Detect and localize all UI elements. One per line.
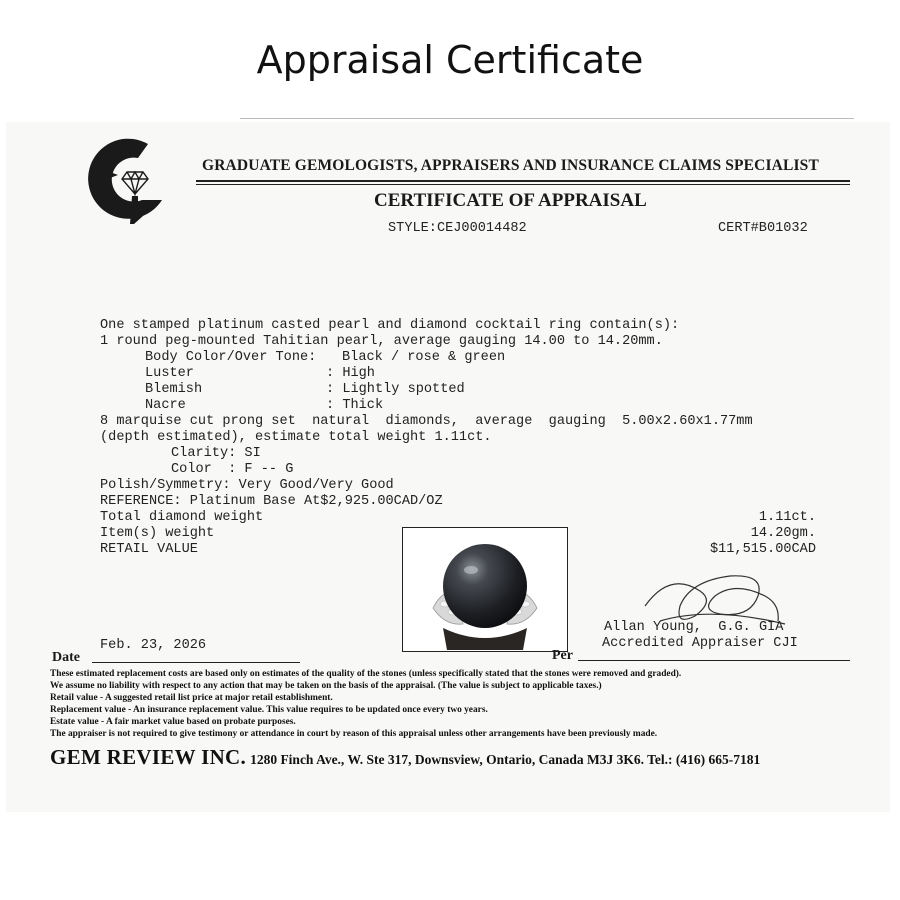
company-footer [50, 745, 760, 770]
appraiser-title: Accredited Appraiser CJI [602, 636, 798, 651]
fine-print-line: Replacement value - An insurance replacement value. This value requires to be updated once every two years. [50, 705, 488, 715]
pearl-detail-value: : High [326, 366, 375, 381]
certificate-title: CERTIFICATE OF APPRAISAL [374, 190, 647, 211]
summary-label: Item(s) weight [100, 526, 215, 541]
fine-print-line: Retail value - A suggested retail list price at major retail establishment. [50, 693, 333, 703]
reference-price: REFERENCE: Platinum Base At$2,925.00CAD/OZ [100, 494, 443, 509]
header-rule-thin [196, 184, 850, 185]
signature-scribble [640, 566, 790, 628]
fine-print-line: We assume no liability with respect to any action that may be taken on the basis of the appraisal. (The value is subject to applicable taxes.) [50, 681, 602, 691]
footer-company-name: GEM REVIEW INC. [50, 745, 247, 769]
pearl-detail-label: Nacre [145, 398, 186, 413]
retail-value: $11,515.00CAD [709, 542, 816, 557]
clarity: Clarity: SI [171, 446, 261, 461]
style-number: STYLE:CEJ00014482 [388, 221, 527, 236]
description-line-1: One stamped platinum casted pearl and diamond cocktail ring contain(s): [100, 318, 680, 333]
pearl-detail-value: : Thick [326, 398, 384, 413]
summary-value: 14.20gm. [750, 526, 816, 541]
gem-logo-icon [78, 132, 178, 232]
summary-value: 1.11ct. [758, 510, 816, 525]
date-underline [92, 662, 300, 663]
ring-photo [402, 527, 568, 652]
fine-print-line: Estate value - A fair market value based on probate purposes. [50, 717, 296, 727]
fine-print-line: These estimated replacement costs are based only on estimates of the quality of the stones (unless specifically stated that the stones were removed and graded). [50, 669, 682, 679]
color-grade: Color : F -- G [171, 462, 294, 477]
date-label: Date [52, 650, 80, 665]
diamond-line-1: 8 marquise cut prong set natural diamonds, average gauging 5.00x2.60x1.77mm [100, 414, 753, 429]
appraiser-name: Allan Young, G.G. GIA [604, 620, 784, 635]
description-line-2: 1 round peg-mounted Tahitian pearl, average gauging 14.00 to 14.20mm. [100, 334, 663, 349]
footer-address: 1280 Finch Ave., W. Ste 317, Downsview, Ontario, Canada M3J 3K6. Tel.: (416) 665-7181 [250, 752, 761, 767]
diamond-line-2: (depth estimated), estimate total weight 1.11ct. [100, 430, 492, 445]
polish-symmetry: Polish/Symmetry: Very Good/Very Good [100, 478, 394, 493]
pearl-detail-label: Body Color/Over Tone: [145, 350, 317, 365]
pearl-detail-label: Luster [145, 366, 194, 381]
pearl-detail-label: Blemish [145, 382, 203, 397]
date-value: Feb. 23, 2026 [100, 638, 207, 653]
pearl-detail-value: : Lightly spotted [326, 382, 465, 397]
cert-number: CERT#B01032 [718, 221, 808, 236]
per-underline [578, 660, 850, 661]
summary-label: RETAIL VALUE [100, 542, 198, 557]
summary-label: Total diamond weight [100, 510, 264, 525]
company-header: GRADUATE GEMOLOGISTS, APPRAISERS AND INSURANCE CLAIMS SPECIALIST [202, 157, 819, 174]
fine-print-line: The appraiser is not required to give testimony or attendance in court by reason of this appraisal unless other arrangements have been previously made. [50, 729, 658, 739]
pearl-detail-value: Black / rose & green [342, 350, 506, 365]
per-label: Per [552, 648, 573, 663]
top-edge-line [240, 118, 854, 119]
page-title: Appraisal Certificate [256, 38, 644, 82]
header-rule [196, 180, 850, 182]
